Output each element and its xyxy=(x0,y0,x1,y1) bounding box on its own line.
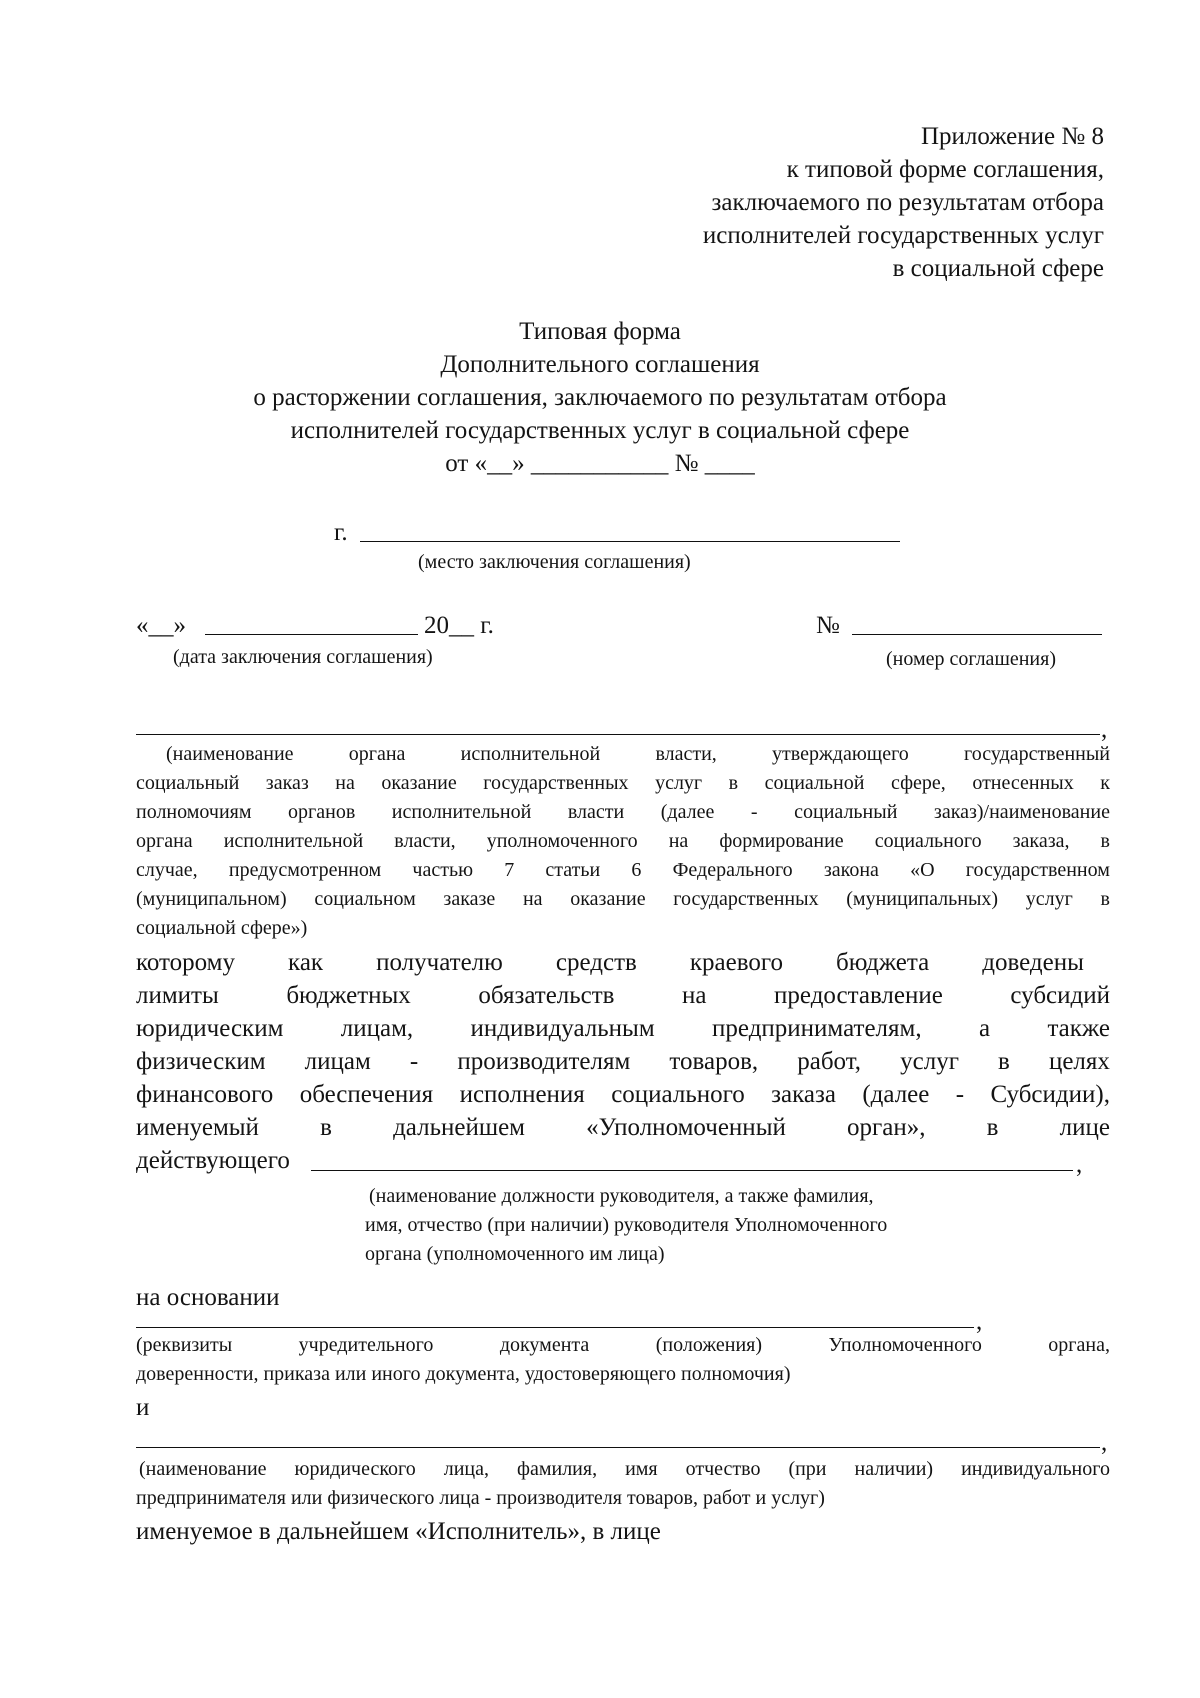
paragraph-line: лимиты бюджетных обязательств на предоставление субсидий xyxy=(136,982,1110,1009)
place-blank-line xyxy=(360,541,900,542)
caption-line: (реквизиты учредительного документа (положения) Уполномоченного органа, xyxy=(136,1334,1110,1356)
caption-line: социальной сфере») xyxy=(136,917,308,939)
date-year: 20__ г. xyxy=(424,612,494,639)
title-line: о расторжении соглашения, заключаемого по результатам отбора xyxy=(253,384,947,411)
caption-line: полномочиям органов исполнительной власти (далее - социальный заказ)/наименование xyxy=(136,801,1110,823)
date-quote: «__» xyxy=(136,612,186,639)
date-caption: (дата заключения соглашения) xyxy=(173,646,433,668)
comma: , xyxy=(1101,1429,1108,1456)
caption-line: (наименование юридического лица, фамилия, имя отчество (при наличии) индивидуального xyxy=(139,1458,1110,1480)
number-sign: № xyxy=(816,612,840,639)
paragraph-line: которому как получателю средств краевого бюджета доведены xyxy=(136,949,1084,976)
paragraph-line: именуемый в дальнейшем «Уполномоченный орган», в лице xyxy=(136,1114,1110,1141)
executor-blank-line xyxy=(136,1447,1100,1448)
caption-line: предпринимателя или физического лица - производителя товаров, работ и услуг) xyxy=(136,1487,825,1509)
organ-blank-line xyxy=(136,734,1100,735)
comma: , xyxy=(1076,1151,1083,1178)
caption-line: доверенности, приказа или иного документа, удостоверяющего полномочия) xyxy=(136,1363,791,1385)
date-blank-line xyxy=(205,634,418,635)
and-label: и xyxy=(136,1394,150,1421)
caption-line: (муниципальном) социальном заказе на оказание государственных (муниципальных) услуг в xyxy=(136,888,1110,910)
caption-line: имя, отчество (при наличии) руководителя Уполномоченного xyxy=(365,1214,888,1236)
appendix-line: к типовой форме соглашения, xyxy=(786,156,1104,183)
caption-line: случае, предусмотренном частью 7 статьи 6 Федерального закона «О государственном xyxy=(136,859,1110,881)
number-blank-line xyxy=(852,634,1102,635)
caption-line: (наименование должности руководителя, а также фамилия, xyxy=(369,1185,874,1207)
basis-blank-line xyxy=(136,1327,974,1328)
comma: , xyxy=(1101,716,1108,743)
number-caption: (номер соглашения) xyxy=(886,648,1056,670)
appendix-line: исполнителей государственных услуг xyxy=(702,222,1104,249)
basis-label: на основании xyxy=(136,1284,280,1311)
caption-line: социальный заказ на оказание государственных услуг в социальной сфере, отнесенных к xyxy=(136,772,1110,794)
appendix-line: в социальной сфере xyxy=(892,255,1104,282)
paragraph-line: физическим лицам - производителям товаров, работ, услуг в целях xyxy=(136,1048,1110,1075)
title-line: исполнителей государственных услуг в социальной сфере xyxy=(290,417,910,444)
acting-label: действующего xyxy=(136,1147,290,1174)
paragraph-line: финансового обеспечения исполнения социального заказа (далее - Субсидии), xyxy=(136,1081,1110,1108)
comma: , xyxy=(976,1308,983,1335)
title-number-line: от «__» ___________ № ____ xyxy=(445,450,755,477)
title-line: Типовая форма xyxy=(519,318,681,345)
executor-named-line: именуемое в дальнейшем «Исполнитель», в лице xyxy=(136,1518,661,1545)
caption-line: органа (уполномоченного им лица) xyxy=(365,1243,665,1265)
place-caption: (место заключения соглашения) xyxy=(418,551,691,573)
paragraph-line: юридическим лицам, индивидуальным предпринимателям, а также xyxy=(136,1015,1110,1042)
caption-line: (наименование органа исполнительной власти, утверждающего государственный xyxy=(166,743,1110,765)
appendix-number: Приложение № 8 xyxy=(920,123,1104,150)
title-line: Дополнительного соглашения xyxy=(440,351,760,378)
appendix-line: заключаемого по результатам отбора xyxy=(711,189,1104,216)
acting-blank-line xyxy=(311,1170,1073,1171)
place-prefix: г. xyxy=(334,519,348,546)
caption-line: органа исполнительной власти, уполномоченного на формирование социального заказа, в xyxy=(136,830,1110,852)
